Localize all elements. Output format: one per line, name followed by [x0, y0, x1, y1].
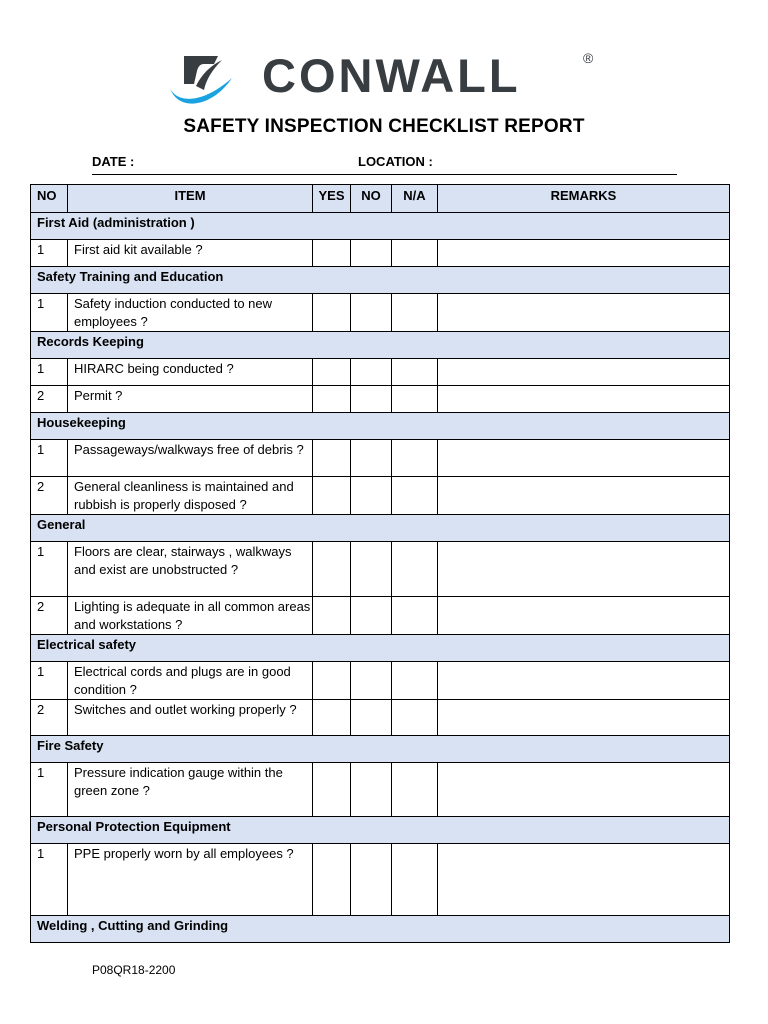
section-row: [31, 736, 730, 763]
na-checkbox-cell[interactable]: [392, 844, 438, 916]
yes-checkbox-cell[interactable]: [313, 662, 351, 700]
remarks-cell[interactable]: [438, 240, 730, 267]
item-text: Passageways/walkways free of debris ?: [68, 440, 313, 477]
table-row: [31, 844, 730, 916]
table-row: [31, 386, 730, 413]
section-row: [31, 515, 730, 542]
na-checkbox-cell[interactable]: [392, 440, 438, 477]
item-text: Safety induction conducted to new employees ?: [68, 294, 313, 332]
remarks-cell[interactable]: [438, 662, 730, 700]
document-code: P08QR18-2200: [92, 963, 176, 977]
conwall-logo-mark-icon: [166, 50, 236, 110]
yes-checkbox-cell[interactable]: [313, 386, 351, 413]
remarks-cell[interactable]: [438, 294, 730, 332]
no-checkbox-cell[interactable]: [351, 844, 392, 916]
item-number: 1: [31, 763, 68, 817]
na-checkbox-cell[interactable]: [392, 542, 438, 597]
company-logo: [166, 50, 606, 114]
column-header-item: ITEM: [68, 185, 313, 213]
item-number: 2: [31, 597, 68, 635]
remarks-cell[interactable]: [438, 844, 730, 916]
item-text: Pressure indication gauge within the green zone ?: [68, 763, 313, 817]
remarks-cell[interactable]: [438, 386, 730, 413]
section-title: Fire Safety: [31, 736, 730, 763]
table-header-row: [31, 185, 730, 213]
remarks-cell[interactable]: [438, 597, 730, 635]
table-row: [31, 240, 730, 267]
item-number: 2: [31, 477, 68, 515]
section-row: [31, 332, 730, 359]
item-number: 1: [31, 359, 68, 386]
table-row: [31, 359, 730, 386]
date-label: DATE :: [92, 154, 135, 169]
no-checkbox-cell[interactable]: [351, 763, 392, 817]
table-row: [31, 294, 730, 332]
checklist-table: [30, 184, 730, 943]
yes-checkbox-cell[interactable]: [313, 700, 351, 736]
section-title: General: [31, 515, 730, 542]
item-text: PPE properly worn by all employees ?: [68, 844, 313, 916]
column-header-remarks: REMARKS: [438, 185, 730, 213]
yes-checkbox-cell[interactable]: [313, 597, 351, 635]
yes-checkbox-cell[interactable]: [313, 477, 351, 515]
table-row: [31, 662, 730, 700]
table-row: [31, 763, 730, 817]
no-checkbox-cell[interactable]: [351, 700, 392, 736]
item-number: 1: [31, 542, 68, 597]
item-text: Permit ?: [68, 386, 313, 413]
column-header-no-answer: NO: [351, 185, 392, 213]
na-checkbox-cell[interactable]: [392, 763, 438, 817]
column-header-na: N/A: [392, 185, 438, 213]
brand-name: CONWALL: [262, 49, 521, 102]
remarks-cell[interactable]: [438, 542, 730, 597]
no-checkbox-cell[interactable]: [351, 477, 392, 515]
remarks-cell[interactable]: [438, 477, 730, 515]
remarks-cell[interactable]: [438, 700, 730, 736]
item-text: First aid kit available ?: [68, 240, 313, 267]
table-row: [31, 597, 730, 635]
column-header-no: NO: [31, 185, 68, 213]
no-checkbox-cell[interactable]: [351, 440, 392, 477]
registered-mark: ®: [583, 50, 594, 66]
remarks-cell[interactable]: [438, 359, 730, 386]
section-title: First Aid (administration ): [31, 213, 730, 240]
item-text: Floors are clear, stairways , walkways and exist are unobstructed ?: [68, 542, 313, 597]
na-checkbox-cell[interactable]: [392, 294, 438, 332]
item-text: General cleanliness is maintained and rubbish is properly disposed ?: [68, 477, 313, 515]
column-header-yes: YES: [313, 185, 351, 213]
yes-checkbox-cell[interactable]: [313, 763, 351, 817]
na-checkbox-cell[interactable]: [392, 386, 438, 413]
table-row: [31, 542, 730, 597]
no-checkbox-cell[interactable]: [351, 386, 392, 413]
item-number: 1: [31, 240, 68, 267]
table-row: [31, 700, 730, 736]
na-checkbox-cell[interactable]: [392, 700, 438, 736]
item-text: Electrical cords and plugs are in good condition ?: [68, 662, 313, 700]
section-title: Personal Protection Equipment: [31, 817, 730, 844]
section-row: [31, 635, 730, 662]
item-number: 1: [31, 440, 68, 477]
section-title: Safety Training and Education: [31, 267, 730, 294]
remarks-cell[interactable]: [438, 763, 730, 817]
yes-checkbox-cell[interactable]: [313, 359, 351, 386]
na-checkbox-cell[interactable]: [392, 477, 438, 515]
na-checkbox-cell[interactable]: [392, 240, 438, 267]
item-text: Lighting is adequate in all common areas and workstations ?: [68, 597, 313, 635]
item-number: 1: [31, 662, 68, 700]
item-text: Switches and outlet working properly ?: [68, 700, 313, 736]
table-row: [31, 440, 730, 477]
section-row: [31, 916, 730, 943]
section-title: Welding , Cutting and Grinding: [31, 916, 730, 943]
page-title: SAFETY INSPECTION CHECKLIST REPORT: [183, 116, 585, 137]
section-title: Records Keeping: [31, 332, 730, 359]
no-checkbox-cell[interactable]: [351, 597, 392, 635]
no-checkbox-cell[interactable]: [351, 662, 392, 700]
location-label: LOCATION :: [358, 154, 433, 169]
no-checkbox-cell[interactable]: [351, 294, 392, 332]
yes-checkbox-cell[interactable]: [313, 440, 351, 477]
remarks-cell[interactable]: [438, 440, 730, 477]
na-checkbox-cell[interactable]: [392, 597, 438, 635]
no-checkbox-cell[interactable]: [351, 542, 392, 597]
section-row: [31, 817, 730, 844]
item-number: 2: [31, 700, 68, 736]
yes-checkbox-cell[interactable]: [313, 294, 351, 332]
section-title: Housekeeping: [31, 413, 730, 440]
item-number: 1: [31, 844, 68, 916]
no-checkbox-cell[interactable]: [351, 359, 392, 386]
section-row: [31, 213, 730, 240]
item-number: 1: [31, 294, 68, 332]
item-text: HIRARC being conducted ?: [68, 359, 313, 386]
yes-checkbox-cell[interactable]: [313, 542, 351, 597]
item-number: 2: [31, 386, 68, 413]
date-location-row: [92, 152, 677, 175]
yes-checkbox-cell[interactable]: [313, 240, 351, 267]
table-row: [31, 477, 730, 515]
no-checkbox-cell[interactable]: [351, 240, 392, 267]
na-checkbox-cell[interactable]: [392, 359, 438, 386]
na-checkbox-cell[interactable]: [392, 662, 438, 700]
section-row: [31, 267, 730, 294]
yes-checkbox-cell[interactable]: [313, 844, 351, 916]
section-title: Electrical safety: [31, 635, 730, 662]
section-row: [31, 413, 730, 440]
